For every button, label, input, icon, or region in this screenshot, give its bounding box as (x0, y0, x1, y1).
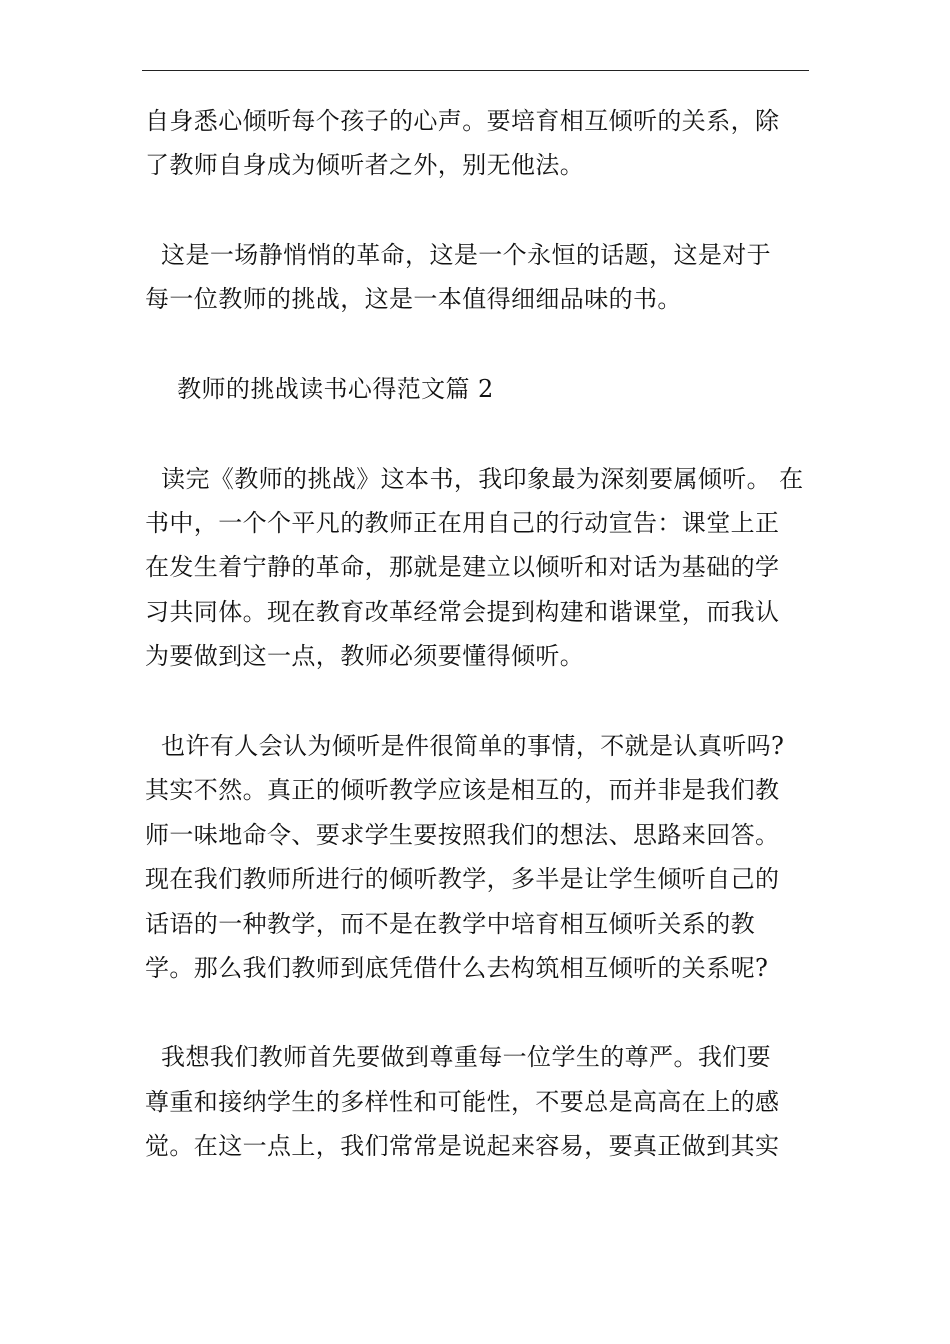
text-line: 习共同体。现在教育改革经常会提到构建和谐课堂，而我认 (145, 598, 780, 626)
text-line: 读完《教师的挑战》这本书，我印象最为深刻要属倾听。 在 (145, 465, 804, 493)
header-rule (142, 70, 809, 71)
text-line: 现在我们教师所进行的倾听教学，多半是让学生倾听自己的 (145, 865, 780, 893)
text-line: 为要做到这一点，教师必须要懂得倾听。 (145, 642, 585, 670)
text-line: 觉。在这一点上，我们常常是说起来容易，要真正做到其实 (145, 1132, 780, 1160)
text-line: 每一位教师的挑战，这是一本值得细细品味的书。 (145, 285, 682, 313)
text-line: 尊重和接纳学生的多样性和可能性，不要总是高高在上的感 (145, 1088, 780, 1116)
text-line: 其实不然。真正的倾听教学应该是相互的，而并非是我们教 (145, 776, 780, 804)
text-line: 师一味地命令、要求学生要按照我们的想法、思路来回答。 (145, 821, 780, 849)
text-line: 学。那么我们教师到底凭借什么去构筑相互倾听的关系呢? (145, 954, 769, 982)
text-line: 这是一场静悄悄的革命，这是一个永恒的话题，这是对于 (145, 241, 772, 269)
text-line: 了教师自身成为倾听者之外，别无他法。 (145, 151, 585, 179)
text-line: 话语的一种教学，而不是在教学中培育相互倾听关系的教 (145, 910, 755, 938)
text-line: 自身悉心倾听每个孩子的心声。要培育相互倾听的关系，除 (145, 107, 780, 135)
text-line: 在发生着宁静的革命，那就是建立以倾听和对话为基础的学 (145, 553, 780, 581)
text-line: 也许有人会认为倾听是件很简单的事情，不就是认真听吗? (145, 732, 785, 760)
section-heading: 教师的挑战读书心得范文篇 2 (145, 375, 494, 403)
text-line: 我想我们教师首先要做到尊重每一位学生的尊严。我们要 (145, 1043, 772, 1071)
text-line: 书中，一个个平凡的教师正在用自己的行动宣告：课堂上正 (145, 509, 780, 537)
